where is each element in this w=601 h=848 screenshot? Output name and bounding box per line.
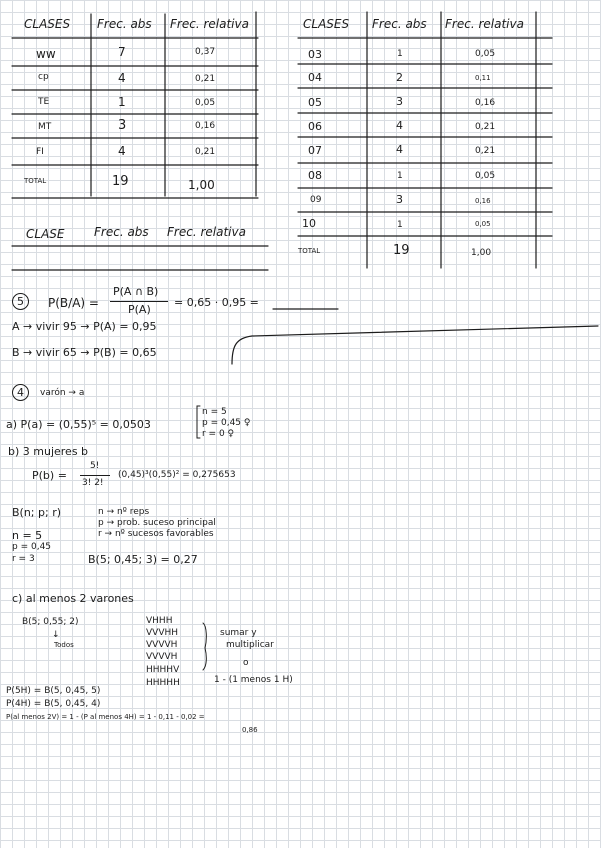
t2-row-7-abs: 3 — [396, 193, 403, 206]
c-sum-note-1: sumar y — [220, 628, 257, 638]
t2-header-frec-abs: Frec. abs — [372, 17, 427, 31]
t1-header-clases: CLASES — [24, 17, 71, 31]
t2-row-6-clase: 08 — [308, 169, 322, 182]
t1-row-1-clase: ww — [36, 47, 56, 61]
t1-row-4-rel: 0,16 — [195, 121, 216, 131]
s4-title: varón → a — [40, 388, 85, 398]
t3-header-clase: CLASE — [26, 227, 65, 241]
t1-row-3-abs: 1 — [118, 95, 126, 109]
t1-row-2-rel: 0,21 — [195, 74, 216, 84]
c-p-final: P(al menos 2V) = 1 - (P al menos 4H) = 1 - 0,11 - 0,02 = — [6, 713, 205, 721]
s4-b-result: B(5; 0,45; 3) = 0,27 — [88, 553, 198, 566]
t2-row-8-rel: 0,05 — [475, 220, 491, 228]
t1-row-4-clase: MT — [38, 122, 52, 132]
t2-row-4-rel: 0,21 — [475, 122, 496, 132]
s5-line-a: A → vivir 95 → P(A) = 0,95 — [12, 320, 157, 333]
t2-row-9-abs: 19 — [393, 243, 410, 258]
s5-rhs: = 0,65 · 0,95 = — [174, 296, 259, 309]
t2-row-3-abs: 3 — [396, 95, 403, 108]
t2-row-5-abs: 4 — [396, 143, 403, 156]
s5-numerator: P(A ∩ B) — [113, 285, 159, 298]
t1-row-4-abs: 3 — [118, 118, 127, 133]
c-brace — [203, 623, 206, 670]
t1-row-1-abs: 7 — [118, 45, 126, 59]
c-combo-2: VVVHH — [146, 628, 179, 638]
s4-number-circle: 4 — [12, 384, 29, 401]
t1-row-6-rel: 1,00 — [188, 178, 215, 192]
t2-row-9-rel: 1,00 — [471, 248, 492, 258]
s4-a-line: a) P(a) = (0,55)⁵ = 0,0503 — [6, 418, 151, 431]
s4-b-fraction-bar — [80, 475, 110, 476]
t2-row-3-clase: 05 — [308, 96, 322, 109]
s4-r-def: r → nº sucesos favorables — [98, 529, 214, 539]
s4-p-def: p → prob. suceso principal — [98, 518, 216, 528]
t2-row-9-clase: TOTAL — [298, 247, 321, 255]
c-combo-6: HHHHH — [146, 678, 180, 688]
s4-n-def: n → nº reps — [98, 507, 150, 517]
c-p-final-value: 0,86 — [242, 726, 258, 734]
c-combo-5: HHHHV — [146, 665, 180, 675]
s5-denominator: P(A) — [128, 303, 151, 316]
s4-binom: B(n; p; r) — [12, 506, 62, 519]
s4-c-arrow: ↓ — [52, 630, 60, 640]
s4-bracket-r: r = 0 ♀ — [202, 429, 235, 439]
t1-row-5-clase: FI — [36, 147, 44, 157]
s4-r-val: r = 3 — [12, 554, 35, 564]
t1-row-6-abs: 19 — [112, 174, 129, 189]
t2-row-6-rel: 0,05 — [475, 171, 496, 181]
t2-row-4-clase: 06 — [308, 120, 322, 133]
t2-row-7-rel: 0,16 — [475, 197, 491, 205]
t2-row-1-rel: 0,05 — [475, 49, 496, 59]
s5-line-b: B → vivir 65 → P(B) = 0,65 — [12, 346, 157, 359]
s4-b-num: 5! — [90, 461, 100, 471]
c-combo-3: VVVVH — [146, 640, 178, 650]
t2-row-8-abs: 1 — [397, 220, 403, 230]
section-divider — [232, 326, 598, 364]
t1-row-6-clase: TOTAL — [24, 177, 47, 185]
t2-row-2-clase: 04 — [308, 71, 322, 84]
t2-header-clases: CLASES — [303, 17, 350, 31]
s5-lhs: P(B/A) = — [48, 296, 99, 310]
s4-bracket — [197, 406, 200, 438]
s4-b-den: 3! 2! — [82, 478, 104, 488]
s4-c-title: c) al menos 2 varones — [12, 592, 134, 605]
c-one-minus: 1 - (1 menos 1 H) — [214, 675, 293, 685]
t3-header-frec-rel: Frec. relativa — [167, 225, 246, 239]
t2-row-8-clase: 10 — [302, 217, 316, 230]
t2-row-1-clase: 03 — [308, 48, 322, 61]
t1-row-2-abs: 4 — [118, 71, 126, 85]
s4-b-rhs: (0,45)³(0,55)² = 0,275653 — [118, 470, 236, 480]
t2-row-7-clase: 09 — [310, 195, 322, 205]
t1-row-3-rel: 0,05 — [195, 98, 216, 108]
s4-c-note: Todos — [54, 641, 74, 649]
s4-n-val: n = 5 — [12, 529, 43, 542]
t2-row-6-abs: 1 — [397, 171, 403, 181]
c-combo-4: VVVVH — [146, 652, 178, 662]
t1-header-frec-abs: Frec. abs — [97, 17, 152, 31]
t1-row-3-clase: TE — [38, 97, 50, 107]
s4-p-val: p = 0,45 — [12, 542, 52, 552]
c-p4h: P(4H) = B(5, 0,45, 4) — [6, 699, 101, 709]
t1-row-5-abs: 4 — [118, 144, 126, 158]
t1-header-frec-rel: Frec. relativa — [170, 17, 249, 31]
s4-b-lhs: P(b) = — [32, 469, 67, 482]
t2-header-frec-rel: Frec. relativa — [445, 17, 524, 31]
t1-row-2-clase: cp — [38, 72, 49, 82]
t2-row-2-abs: 2 — [396, 71, 403, 84]
s4-bracket-p: p = 0,45 ♀ — [202, 418, 251, 428]
c-sum-note-2: multiplicar — [226, 640, 274, 650]
s4-b-title: b) 3 mujeres b — [8, 445, 89, 458]
t2-row-5-rel: 0,21 — [475, 146, 496, 156]
t1-row-1-rel: 0,37 — [195, 47, 216, 57]
s4-c-binom: B(5; 0,55; 2) — [22, 617, 79, 627]
t2-row-5-clase: 07 — [308, 144, 322, 157]
s5-number-circle: 5 — [12, 293, 29, 310]
t2-row-4-abs: 4 — [396, 119, 403, 132]
t1-row-5-rel: 0,21 — [195, 147, 216, 157]
c-combo-1: VHHH — [146, 616, 173, 626]
s4-bracket-n: n = 5 — [202, 407, 227, 417]
t2-row-2-rel: 0,11 — [475, 74, 491, 82]
t2-row-3-rel: 0,16 — [475, 98, 496, 108]
t3-header-frec-abs: Frec. abs — [94, 225, 149, 239]
s5-fraction-bar — [110, 301, 168, 302]
t2-row-1-abs: 1 — [397, 49, 403, 59]
c-p5h: P(5H) = B(5, 0,45, 5) — [6, 686, 101, 696]
c-circle-mark: o — [243, 658, 249, 668]
